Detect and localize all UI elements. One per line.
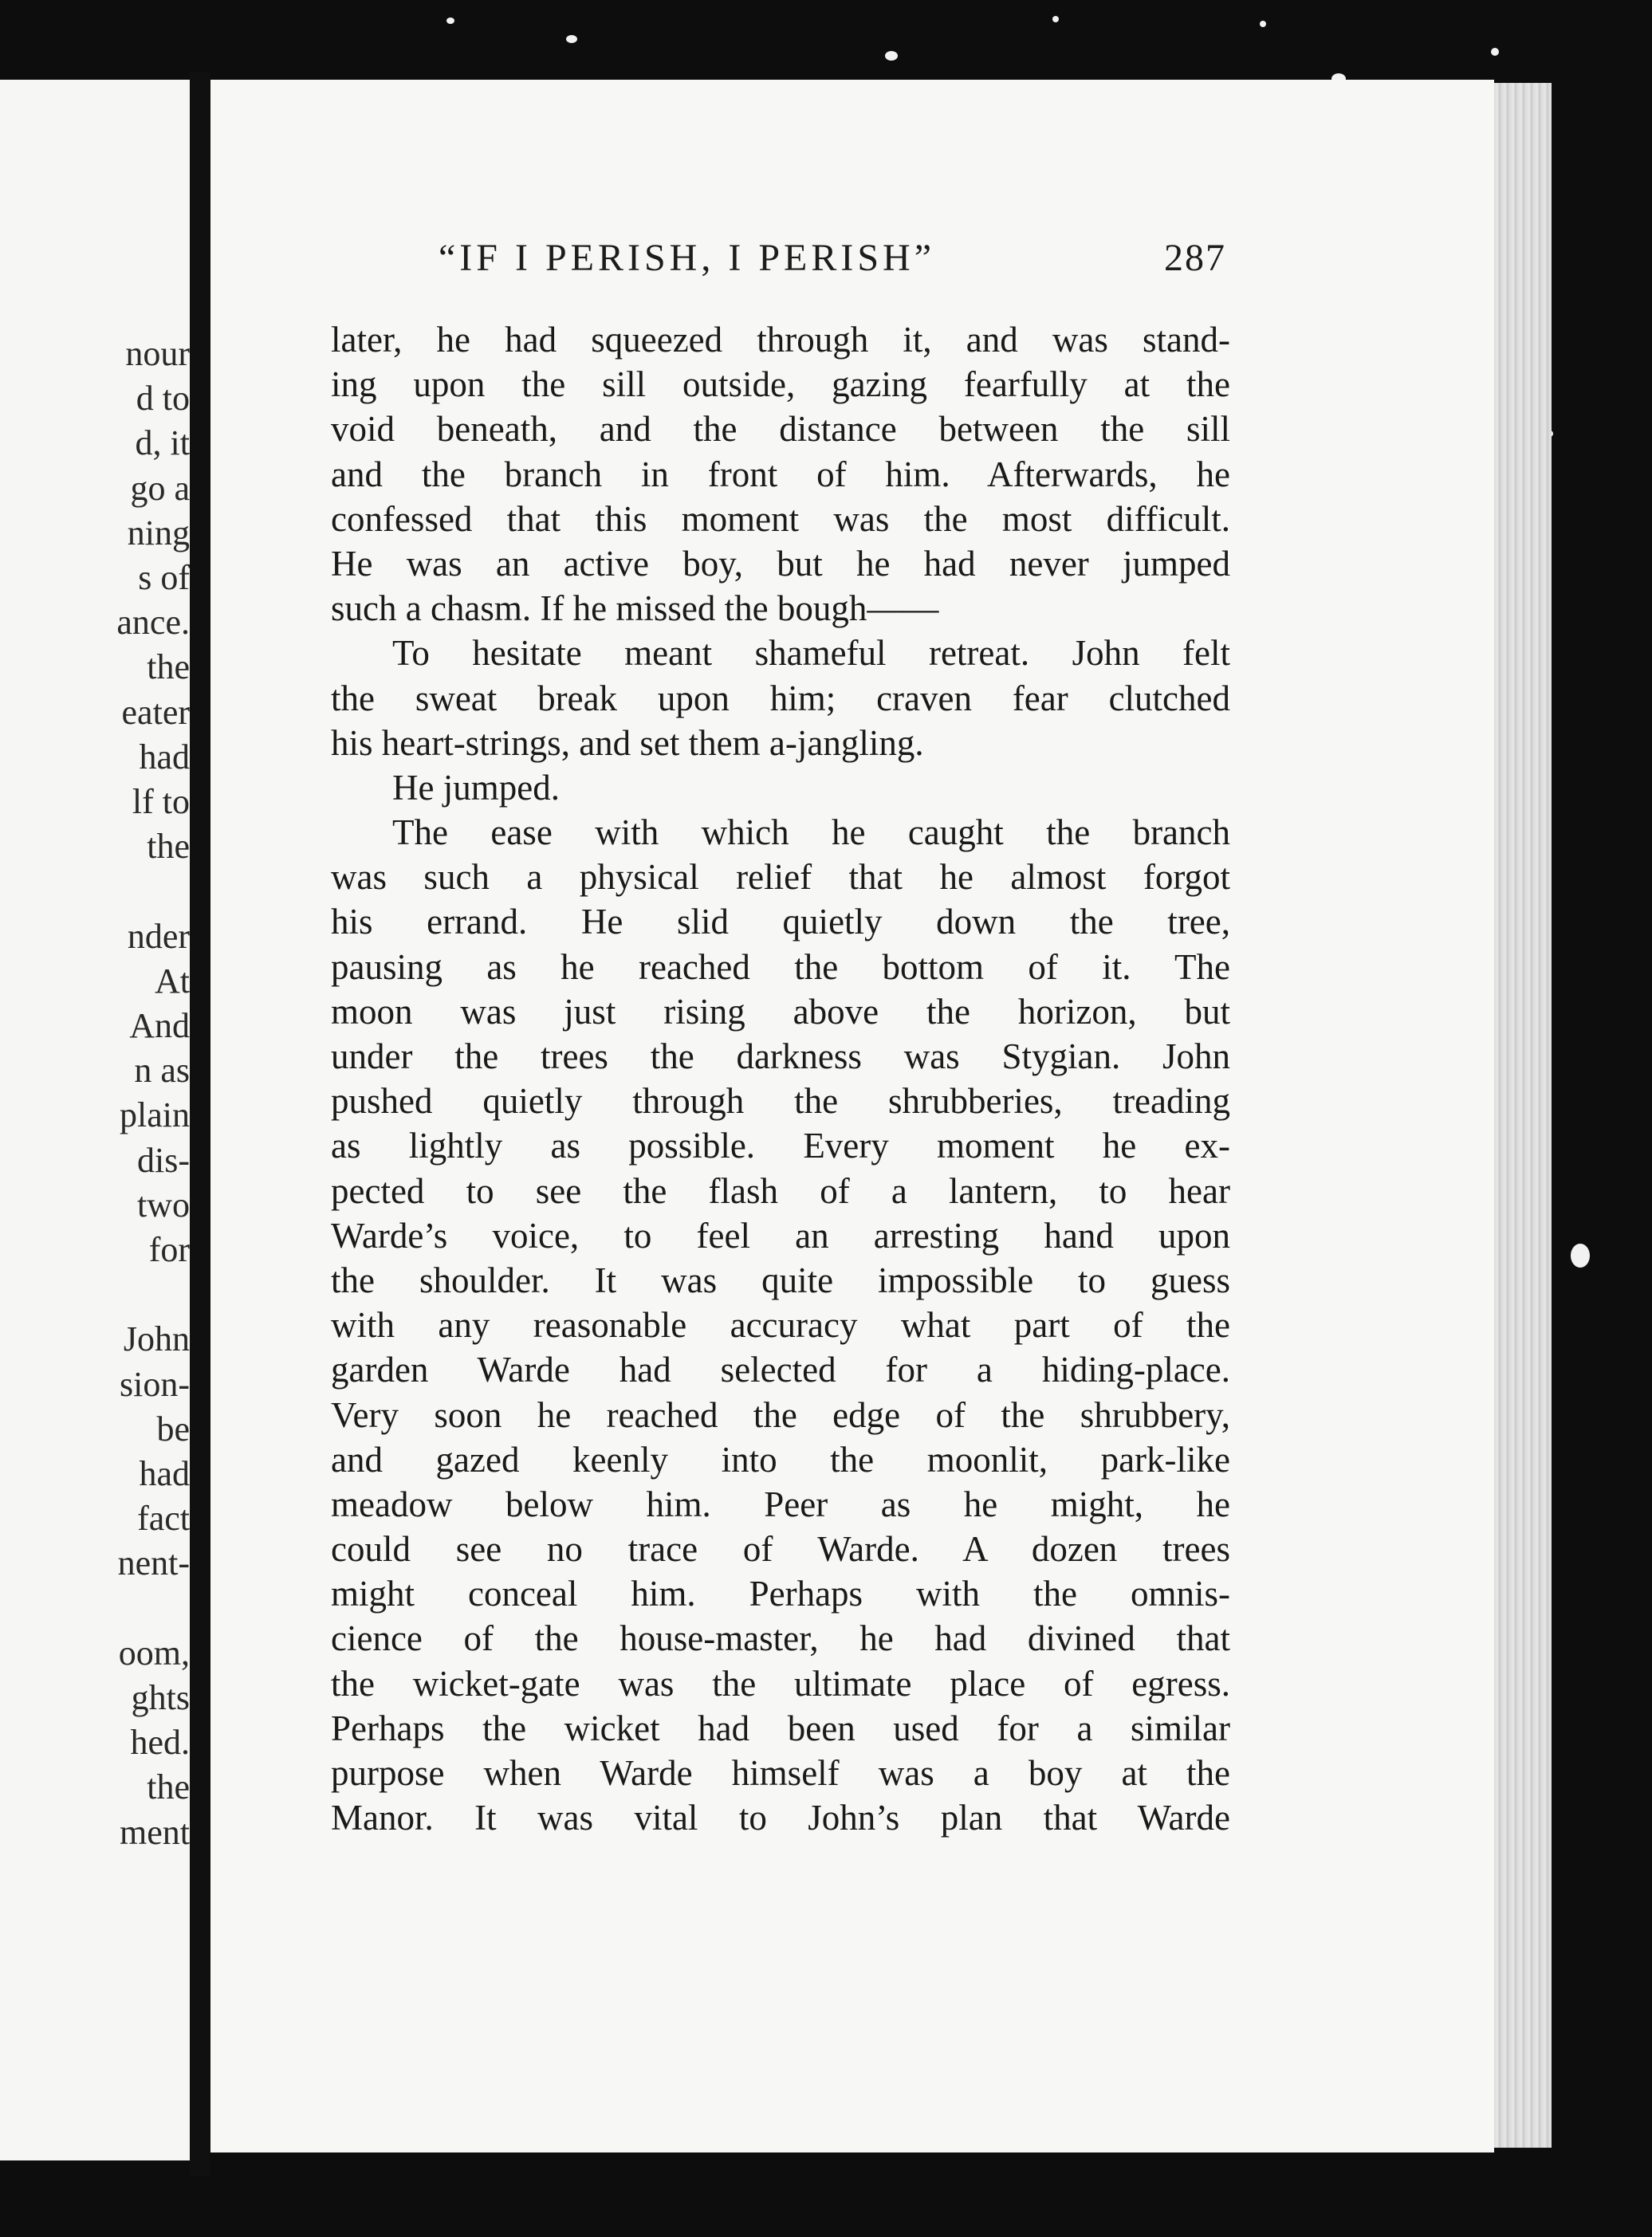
fragment-line: At (155, 961, 190, 1001)
scan-speck (1491, 48, 1499, 56)
text-line: cience of the house-master, he had divined that (331, 1618, 1230, 1659)
text-line: could see no trace of Warde. A dozen trees (331, 1529, 1230, 1570)
text-line: the wicket-gate was the ultimate place of egress. (331, 1663, 1230, 1704)
text-line: with any reasonable accuracy what part of the (331, 1305, 1230, 1346)
fragment-line: for (148, 1230, 190, 1269)
fragment-line: go a (130, 468, 190, 508)
fragment-line: lf to (132, 782, 190, 821)
text-line: the shoulder. It was quite impossible to guess (331, 1260, 1230, 1300)
text-line: pushed quietly through the shrubberies, treading (331, 1081, 1230, 1122)
fragment-line: ning (127, 513, 190, 552)
running-head-title: “IF I PERISH, I PERISH” (439, 237, 936, 279)
scan-speck (885, 51, 898, 61)
fragment-line: had (139, 737, 190, 776)
fragment-line: nent- (117, 1543, 190, 1583)
fragment-line: eater (121, 692, 190, 732)
text-line: was such a physical relief that he almost forgot (331, 857, 1230, 898)
text-line: To hesitate meant shameful retreat. John felt (392, 633, 1230, 674)
page-gutter (190, 72, 210, 2176)
text-line: pected to see the flash of a lantern, to hear (331, 1170, 1230, 1211)
scan-speck (446, 18, 454, 24)
fragment-line: sion- (120, 1364, 190, 1404)
fragment-line: John (123, 1319, 190, 1359)
fragment-line: two (137, 1185, 190, 1225)
fragment-line: had (139, 1454, 190, 1493)
text-line: ing upon the sill outside, gazing fearfully at the (331, 364, 1230, 405)
text-line: purpose when Warde himself was a boy at the (331, 1753, 1230, 1793)
text-line: pausing as he reached the bottom of it. The (331, 946, 1230, 987)
text-line: Very soon he reached the edge of the shrubbery, (331, 1394, 1230, 1435)
body-text (331, 317, 1230, 1840)
fragment-line: n as (134, 1051, 190, 1091)
scan-speck (1571, 1244, 1590, 1268)
fragment-line: ance. (116, 603, 190, 643)
fragment-line: d to (136, 379, 190, 419)
fragment-line: d, it (135, 423, 190, 463)
fragment-line: fact (137, 1499, 190, 1539)
scan-speck (566, 35, 577, 43)
fragment-line: ment (120, 1812, 190, 1852)
fragment-line: hed. (130, 1723, 190, 1763)
fragment-line: the (147, 827, 190, 867)
text-line: He was an active boy, but he had never jumped (331, 543, 1230, 584)
text-line: and the branch in front of him. Afterwards, he (331, 454, 1230, 494)
scan-speck (1052, 16, 1059, 22)
scan-speck (1260, 21, 1266, 27)
text-line: his heart-strings, and set them a-jangling. (331, 722, 924, 763)
fragment-line: the (147, 1767, 190, 1807)
fragment-line: nder (127, 916, 190, 956)
text-line: Warde’s voice, to feel an arresting hand upon (331, 1215, 1230, 1256)
text-line: might conceal him. Perhaps with the omnis- (331, 1574, 1230, 1614)
fragment-line: s of (138, 558, 190, 597)
text-line: his errand. He slid quietly down the tree, (331, 902, 1230, 942)
text-line: such a chasm. If he missed the bough—— (331, 588, 939, 629)
text-line: under the trees the darkness was Stygian. John (331, 1036, 1230, 1076)
fragment-line: nour (125, 334, 190, 373)
fragment-line: be (156, 1409, 190, 1449)
fragment-line: ghts (131, 1678, 190, 1717)
fragment-line: the (147, 647, 190, 687)
fragment-line: oom, (118, 1633, 190, 1673)
fragment-line: And (129, 1006, 190, 1045)
text-line: He jumped. (392, 767, 560, 808)
text-line: later, he had squeezed through it, and was stand- (331, 320, 1230, 360)
page-number: 287 (1164, 237, 1226, 279)
text-line: Perhaps the wicket had been used for a similar (331, 1708, 1230, 1748)
text-line: void beneath, and the distance between the sill (331, 409, 1230, 450)
text-line: the sweat break upon him; craven fear clutched (331, 678, 1230, 718)
text-line: Manor. It was vital to John’s plan that Warde (331, 1798, 1230, 1838)
previous-page-fragment (0, 80, 190, 2160)
text-line: as lightly as possible. Every moment he ex- (331, 1126, 1230, 1166)
page-edges (1494, 83, 1552, 2148)
text-line: garden Warde had selected for a hiding-place. (331, 1350, 1230, 1390)
running-head (439, 236, 1236, 280)
fragment-line: dis- (137, 1140, 190, 1180)
text-line: meadow below him. Peer as he might, he (331, 1484, 1230, 1524)
text-line: moon was just rising above the horizon, but (331, 991, 1230, 1032)
text-line: The ease with which he caught the branch (392, 812, 1230, 853)
fragment-line: plain (120, 1095, 190, 1135)
text-line: confessed that this moment was the most difficult. (331, 498, 1230, 539)
text-line: and gazed keenly into the moonlit, park-like (331, 1439, 1230, 1480)
